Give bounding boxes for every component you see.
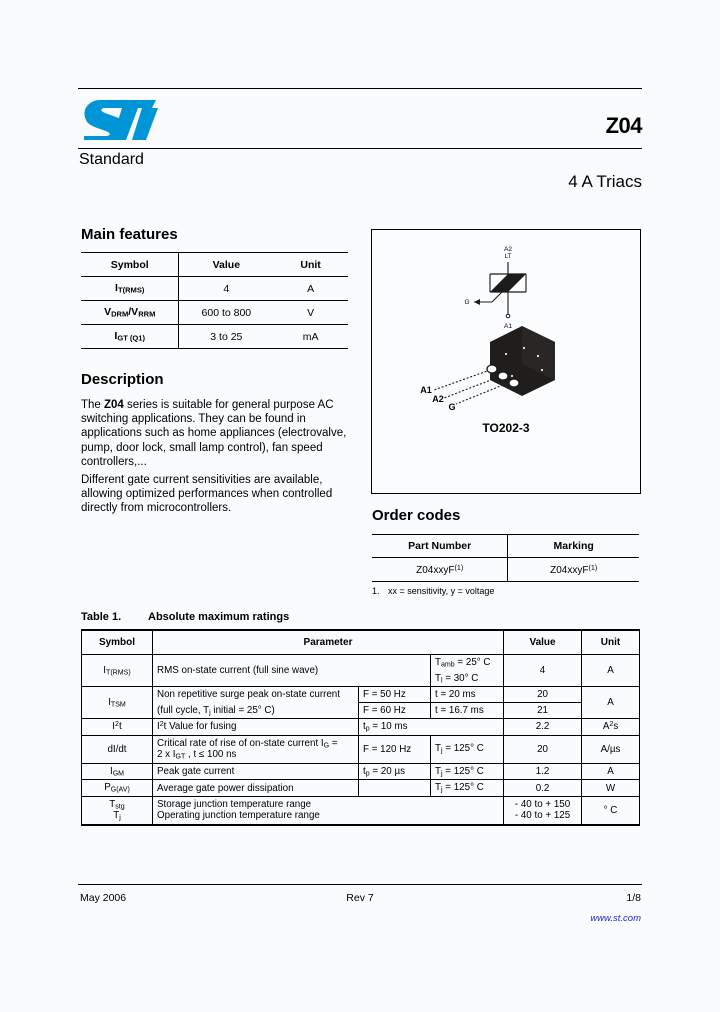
mf-col-value: Value	[179, 253, 273, 277]
description-paragraph-2: Different gate current sensitivities are available, allowing optimized performances when controlled directly from microcontrollers.	[81, 474, 333, 515]
table-header-row	[81, 253, 348, 277]
table-row	[82, 796, 640, 825]
table-row	[81, 277, 348, 301]
t1-r0-symbol: $I_{T(RMS)}$	[82, 655, 153, 687]
t1-r6-symbol: $T_{stg}$ $T_j$	[82, 796, 153, 825]
t1-r0-cond-a: $T_{amb} = 25^\circ$ C	[431, 655, 504, 671]
footer-page-number: 1/8	[626, 892, 641, 904]
table-row	[372, 558, 639, 582]
mf-row0-unit: A	[273, 277, 348, 301]
mf-row0-symbol: $I_{T(RMS)}$	[81, 277, 179, 301]
t1-r0-value: 4	[504, 655, 582, 687]
t1-r3-symbol: dI/dt	[82, 735, 153, 763]
mf-col-unit: Unit	[273, 253, 348, 277]
document-tagline: 4 A Triacs	[568, 172, 642, 191]
table-row	[82, 780, 640, 797]
mf-row2-value: 3 to 25	[179, 325, 273, 349]
t1-r1-cond1b: t = 20 ms	[431, 687, 504, 703]
t1-r4-unit: A	[582, 763, 640, 780]
t1-r2-parameter: $I^2t$ Value for fusing	[153, 719, 359, 736]
main-features-table	[81, 252, 348, 349]
table1-absolute-maximum-ratings	[81, 629, 640, 826]
table-row	[82, 735, 640, 763]
mf-col-symbol: Symbol	[81, 253, 179, 277]
table-row	[82, 763, 640, 780]
document-subtitle: Standard	[79, 151, 144, 168]
t1-r1-cond2a: F = 60 Hz	[359, 703, 431, 719]
header-top-rule	[78, 88, 642, 89]
mf-row0-value: 4	[179, 277, 273, 301]
t1-r1-cond1a: F = 50 Hz	[359, 687, 431, 703]
t1-r3-parameter: Critical rate of rise of on-state current $I_G$ = 2 x $I_{GT}$ , t ≤ 100 ns	[153, 735, 359, 763]
t1-r1-symbol: $I_{TSM}$	[82, 687, 153, 719]
t1-col-symbol: Symbol	[82, 630, 153, 655]
svg-text:A1: A1	[504, 323, 512, 330]
oc-row0-part-number: Z04xxyF$^{(1)}$	[372, 558, 508, 582]
t1-r5-value: 0.2	[504, 780, 582, 797]
t1-r6-value: - 40 to + 150 - 40 to + 125	[504, 796, 582, 825]
t1-r5-symbol: $P_{G(AV)}$	[82, 780, 153, 797]
svg-text:A1: A1	[420, 385, 432, 395]
t1-r1-unit: A	[582, 687, 640, 719]
t1-col-value: Value	[504, 630, 582, 655]
t1-r5-unit: W	[582, 780, 640, 797]
t1-r1-cond2b: t = 16.7 ms	[431, 703, 504, 719]
mf-row1-value: 600 to 800	[179, 301, 273, 325]
t1-col-unit: Unit	[582, 630, 640, 655]
t1-r2-cond: $t_p = 10$ ms	[359, 719, 504, 736]
oc-row0-marking: Z04xxyF$^{(1)}$	[508, 558, 639, 582]
svg-text:A2: A2	[504, 246, 512, 253]
table1-caption: Table 1. Absolute maximum ratings	[81, 611, 290, 623]
t1-r1-value2: 21	[504, 703, 582, 719]
main-features-heading: Main features	[81, 226, 178, 243]
t1-r2-unit: $A^2s$	[582, 719, 640, 736]
package-figure	[371, 229, 641, 494]
t1-r2-symbol: $I^2t$	[82, 719, 153, 736]
footer-revision: Rev 7	[346, 892, 374, 904]
svg-text:A2: A2	[432, 394, 444, 404]
mf-row2-unit: mA	[273, 325, 348, 349]
svg-text:G: G	[448, 402, 456, 412]
svg-text:LT: LT	[504, 254, 512, 260]
t1-r4-symbol: $I_{GM}$	[82, 763, 153, 780]
package-caption: TO202-3	[482, 421, 530, 435]
t1-r4-value: 1.2	[504, 763, 582, 780]
mf-row1-unit: V	[273, 301, 348, 325]
table-row	[82, 719, 640, 736]
table-row	[82, 703, 640, 719]
t1-r1-parameter-l1: Non repetitive surge peak on-state current	[153, 687, 359, 703]
t1-r4-cond-b: $T_j = 125^\circ$ C	[431, 763, 504, 780]
description-paragraph-1: The Z04 series is suitable for general purpose AC switching applications. They can be found in applications such as home appliances (electrovalve, pump, door lock, small lamp control), fan speed controllers,...	[81, 399, 347, 468]
t1-r3-unit: A/µs	[582, 735, 640, 763]
table-row	[81, 325, 348, 349]
description-heading: Description	[81, 371, 164, 388]
svg-text:G: G	[464, 299, 470, 306]
t1-r1-value1: 20	[504, 687, 582, 703]
t1-r5-parameter: Average gate power dissipation	[153, 780, 359, 797]
mf-row2-symbol: $I_{GT (Q1)}$	[81, 325, 179, 349]
t1-r4-cond-a: $t_p = 20$ µs	[359, 763, 431, 780]
t1-r5-cond-a	[359, 780, 431, 797]
table-row	[82, 655, 640, 671]
t1-r0-parameter: RMS on-state current (full sine wave)	[153, 655, 431, 687]
t1-r0-cond-b: $T_l = 30^\circ$ C	[431, 671, 504, 687]
t1-r6-unit: ° C	[582, 796, 640, 825]
order-codes-footnote: 1. xx = sensitivity, y = voltage	[372, 586, 495, 596]
t1-r3-cond-b: $T_j = 125^\circ$ C	[431, 735, 504, 763]
t1-r2-value: 2.2	[504, 719, 582, 736]
table-row	[82, 687, 640, 703]
mf-row1-symbol: $V_{DRM}/V_{RRM}$	[81, 301, 179, 325]
oc-col-part-number: Part Number	[372, 535, 508, 558]
order-codes-heading: Order codes	[372, 507, 461, 524]
table-header-row	[82, 630, 640, 655]
package-drawing	[372, 230, 638, 420]
footer-url-link[interactable]: www.st.com	[590, 913, 641, 924]
st-logo-icon	[82, 96, 166, 142]
header-mid-rule	[78, 148, 642, 149]
document-title: Z04	[605, 113, 642, 138]
t1-r0-unit: A	[582, 655, 640, 687]
t1-col-parameter: Parameter	[153, 630, 504, 655]
t1-r3-cond-a: F = 120 Hz	[359, 735, 431, 763]
t1-r3-value: 20	[504, 735, 582, 763]
t1-r6-parameter: Storage junction temperature range Operating junction temperature range	[153, 796, 504, 825]
t1-r4-parameter: Peak gate current	[153, 763, 359, 780]
table-header-row	[372, 535, 639, 558]
footer-rule	[78, 884, 642, 885]
t1-r1-parameter-l2: (full cycle, $T_j$ initial = 25° C)	[153, 703, 359, 719]
footer-date: May 2006	[80, 892, 127, 904]
oc-col-marking: Marking	[508, 535, 639, 558]
order-codes-table	[372, 534, 639, 582]
t1-r5-cond-b: $T_j = 125^\circ$ C	[431, 780, 504, 797]
table-row	[81, 301, 348, 325]
